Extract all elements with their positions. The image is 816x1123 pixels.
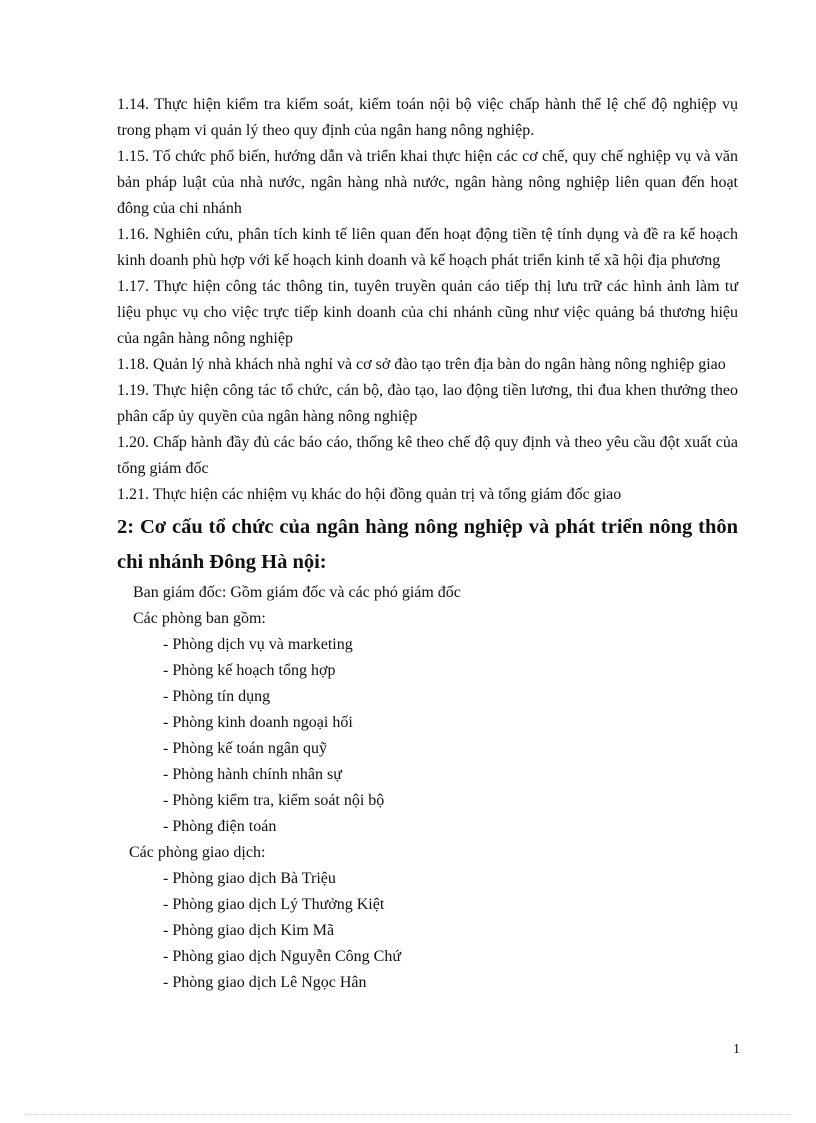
list-item-department: - Phòng dịch vụ và marketing bbox=[163, 636, 353, 653]
paragraph-1-15: 1.15. Tổ chức phổ biến, hướng dẫn và triển khai thực hiện các cơ chế, quy chế nghiệp vụ và văn bản pháp luật của nhà nước, ngân hàng nhà nước, ngân hàng nông nghiệp liên quan đến hoạt đông của chi nhánh bbox=[117, 148, 738, 217]
paragraph-1-19: 1.19. Thực hiện công tác tổ chức, cán bộ, đào tạo, lao động tiền lương, thi đua khen thưởng theo phân cấp ủy quyền của ngân hàng nông nghiệp bbox=[117, 382, 738, 425]
board-of-directors-line: Ban giám đốc: Gồm giám đốc và các phó giám đốc bbox=[133, 584, 461, 601]
list-item-department: - Phòng kiểm tra, kiểm soát nội bộ bbox=[163, 792, 385, 809]
list-item-transaction-office: - Phòng giao dịch Lý Thưởng Kiệt bbox=[163, 896, 385, 913]
paragraph-1-21: 1.21. Thực hiện các nhiệm vụ khác do hội đồng quản trị và tổng giám đốc giao bbox=[117, 486, 622, 503]
departments-title: Các phòng ban gồm: bbox=[133, 610, 266, 627]
paragraph-1-17: 1.17. Thực hiện công tác thông tin, tuyên truyền quản cáo tiếp thị lưu trữ các hình ảnh làm tư liệu phục vụ cho việc trực tiếp kinh doanh của chi nhánh cũng như việc quảng bá thương hiệu của ngân hàng nông nghiệp bbox=[117, 278, 738, 347]
paragraph-1-16: 1.16. Nghiên cứu, phân tích kinh tế liên quan đến hoạt động tiền tệ tính dụng và đề ra kế hoạch kinh doanh phù hợp với kế hoạch kinh doanh và kế hoạch phát triển kinh tế xã hội địa phương bbox=[117, 226, 738, 269]
footer-divider bbox=[26, 1114, 790, 1115]
list-item-transaction-office: - Phòng giao dịch Lê Ngọc Hân bbox=[163, 974, 367, 991]
list-item-transaction-office: - Phòng giao dịch Bà Triệu bbox=[163, 870, 336, 887]
list-item-department: - Phòng kế hoạch tổng hợp bbox=[163, 662, 336, 679]
list-item-department: - Phòng hành chính nhân sự bbox=[163, 766, 342, 783]
page-number: 1 bbox=[733, 1042, 740, 1057]
paragraph-1-18: 1.18. Quản lý nhà khách nhà nghỉ và cơ sở đào tạo trên địa bàn do ngân hàng nông nghiệp giao bbox=[117, 356, 726, 373]
list-item-department: - Phòng tín dụng bbox=[163, 688, 271, 705]
document-body bbox=[117, 92, 738, 996]
paragraph-1-20: 1.20. Chấp hành đầy đủ các báo cáo, thống kê theo chế độ quy định và theo yêu cầu đột xuất của tổng giám đốc bbox=[117, 434, 738, 477]
list-item-transaction-office: - Phòng giao dịch Kim Mã bbox=[163, 922, 335, 939]
list-item-transaction-office: - Phòng giao dịch Nguyễn Công Chứ bbox=[163, 948, 401, 965]
list-item-department: - Phòng kinh doanh ngoại hối bbox=[163, 714, 353, 731]
list-item-department: - Phòng kế toán ngân quỹ bbox=[163, 740, 327, 757]
paragraph-1-14: 1.14. Thực hiện kiểm tra kiểm soát, kiểm toán nội bộ việc chấp hành thể lệ chế độ nghiệp vụ trong phạm vi quản lý theo quy định của ngân hang nông nghiệp. bbox=[117, 96, 738, 139]
list-item-department: - Phòng điện toán bbox=[163, 818, 277, 835]
section-heading: 2: Cơ cấu tổ chức của ngân hàng nông nghiệp và phát triển nông thôn chi nhánh Đông Hà nội: bbox=[117, 516, 738, 573]
transaction-offices-title: Các phòng giao dịch: bbox=[129, 844, 266, 861]
